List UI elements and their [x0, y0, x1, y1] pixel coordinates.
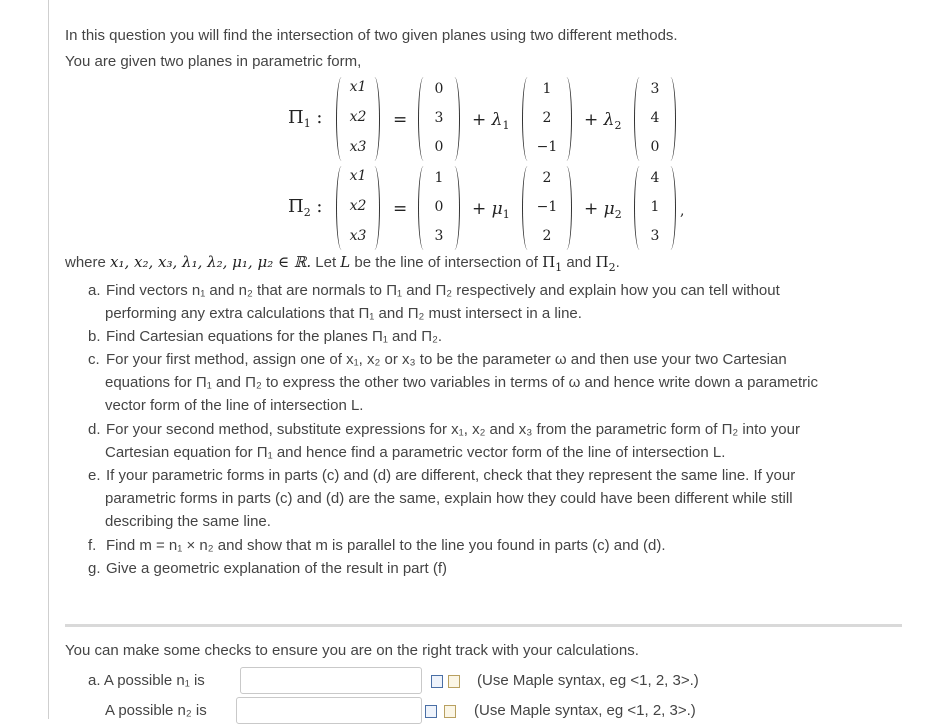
vector-entry: 0: [650, 139, 660, 155]
plane-1-direction-2: [634, 77, 676, 161]
preview-icon[interactable]: [425, 705, 437, 718]
vector-entry: 2: [542, 170, 552, 186]
plane-1-lhs-vector: [336, 77, 380, 161]
vector-entry: 3: [434, 110, 444, 126]
plane-2-direction-1: [522, 166, 572, 250]
plane-2-direction-2: [634, 166, 676, 250]
section-divider: [65, 624, 902, 627]
vector-entry: 4: [650, 110, 660, 126]
check-a-label: a. A possible n₁ is: [88, 672, 205, 689]
where-line: where x₁, x₂, x₃, λ₁, λ₂, μ₁, μ₂ ∈ ℝ. Let L be the line of intersection of $\Pi_1$ and $\Pi_2$.: [65, 253, 620, 274]
vector-entry: 0: [434, 139, 444, 155]
vector-entry: 3: [650, 81, 660, 97]
syntax-help-icon[interactable]: [444, 705, 456, 718]
check-b-hint: (Use Maple syntax, eg <1, 2, 3>.): [474, 702, 696, 719]
vector-entry: 2: [542, 110, 552, 126]
vector-entry: 3: [434, 228, 444, 244]
vector-entry: 4: [650, 170, 660, 186]
check-b-label: A possible n₂ is: [105, 702, 207, 719]
plane-1-point-vector: [418, 77, 460, 161]
equals-sign: =: [393, 199, 408, 219]
vector-entry: 0: [434, 81, 444, 97]
vector-entry: x2: [349, 198, 367, 214]
checks-intro: You can make some checks to ensure you are on the right track with your calculations.: [65, 642, 639, 659]
vector-entry: 0: [434, 199, 444, 215]
plane-2-param-1: + $\mu_1$: [472, 199, 510, 221]
part-c: c. For your first method, assign one of x₁, x₂ or x₃ to be the parameter ω and then use your two Cartesian equations for Π₁ and Π₂ to express the other two variables in terms of ω and hence write down a parametric vector form of the line of intersection L.: [88, 351, 818, 414]
part-f: f. Find m = n₁ × n₂ and show that m is parallel to the line you found in parts (c) and (d).: [88, 537, 666, 554]
n2-answer-input[interactable]: [236, 697, 422, 724]
vector-entry: −1: [536, 139, 558, 155]
plane-2-lhs-vector: [336, 166, 380, 250]
plane-2-label: $\Pi_2$ :: [288, 196, 323, 219]
vector-entry: 3: [650, 228, 660, 244]
intro-line-2: You are given two planes in parametric form,: [65, 53, 362, 70]
vector-entry: x3: [349, 228, 367, 244]
vector-entry: x1: [349, 168, 367, 184]
part-a: a. Find vectors n₁ and n₂ that are normals to Π₁ and Π₂ respectively and explain how you can tell without performing any extra calculations that Π₁ and Π₂ must intersect in a line.: [88, 282, 780, 322]
check-a-hint: (Use Maple syntax, eg <1, 2, 3>.): [477, 672, 699, 689]
part-b: b. Find Cartesian equations for the planes Π₁ and Π₂.: [88, 328, 443, 345]
vector-entry: x1: [349, 79, 367, 95]
vector-entry: −1: [536, 199, 558, 215]
vector-entry: 2: [542, 228, 552, 244]
equals-sign: =: [393, 110, 408, 130]
vector-entry: x3: [349, 139, 367, 155]
preview-icon[interactable]: [431, 675, 443, 688]
n1-answer-input[interactable]: [240, 667, 422, 694]
part-d: d. For your second method, substitute expressions for x₁, x₂ and x₃ from the parametric form of Π₂ into your Cartesian equation for Π₁ and hence find a parametric vector form of the line of intersection L.: [88, 421, 800, 461]
plane-2-param-2: + $\mu_2$: [584, 199, 622, 221]
syntax-help-icon[interactable]: [448, 675, 460, 688]
plane-1-param-2: + $\lambda_2$: [584, 110, 622, 132]
vector-entry: 1: [650, 199, 660, 215]
plane-1-direction-1: [522, 77, 572, 161]
plane-2-point-vector: [418, 166, 460, 250]
plane-1-param-1: + $\lambda_1$: [472, 110, 510, 132]
vector-entry: 1: [542, 81, 552, 97]
part-g: g. Give a geometric explanation of the result in part (f): [88, 560, 448, 577]
part-e: e. If your parametric forms in parts (c) and (d) are different, check that they represent the same line. If your parametric forms in parts (c) and (d) are the same, explain how they could have been different while still describing the same line.: [88, 467, 796, 530]
intro-line-1: In this question you will find the intersection of two given planes using two different methods.: [65, 27, 678, 44]
vector-entry: 1: [434, 170, 444, 186]
comma: ,: [680, 203, 685, 219]
vector-entry: x2: [349, 109, 367, 125]
plane-1-label: $\Pi_1$ :: [288, 107, 323, 130]
